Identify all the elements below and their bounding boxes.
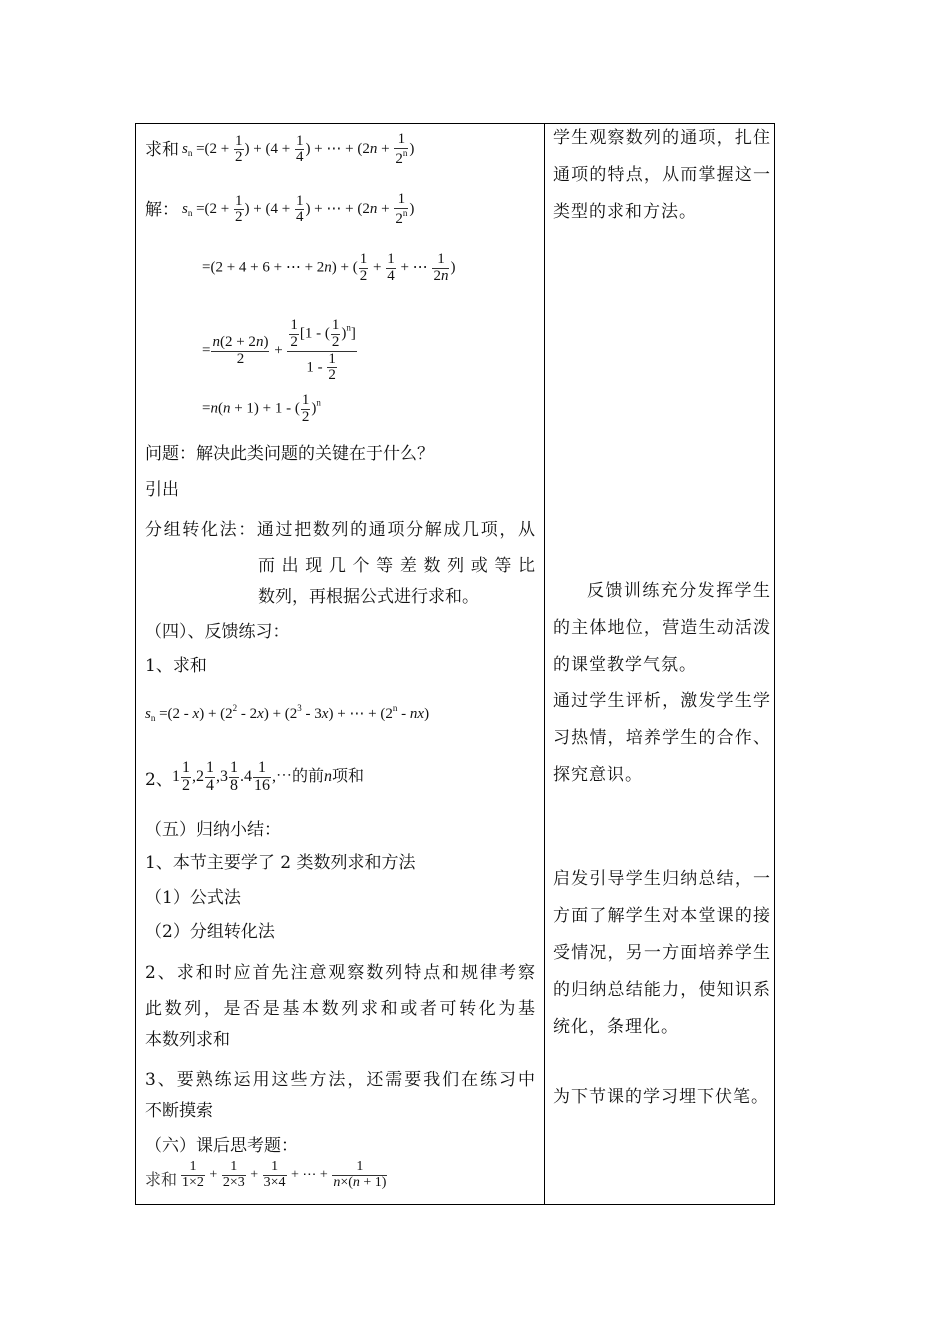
solution-label: 解： [145,200,179,220]
exercise-2-end: 项和 [332,767,365,785]
note-observe-terms: 学生观察数列的通项，扎住通项的特点，从而掌握这一类型的求和方法。 [553,128,771,222]
formula-solution-step2: =(2 + 4 + 6 + ⋯ + 2n) + ( $\frac{1}{2}$ + $\frac{1}{4}$ + ⋯ $\frac{1}{2n}$ ) [202,251,456,284]
question-text: 问题：解决此类问题的关键在于什么？ [145,444,434,464]
summary-3-line-1: 3、要熟练运用这些方法，还需要我们在练习中 [145,1070,535,1090]
summary-2-line-1: 2、求和时应首先注意观察数列特点和规律考察 [145,963,535,983]
formula-sn-definition: $s_n =(2$ + $\frac{1}{2}$ ) + (4 + $\frac{1}{4}$ ) + ⋯ + (2n + $\frac{1}{2^n}$ ) [182,131,415,167]
sum-label: 求和 [145,140,179,160]
exercise-2-prefix: 2、 [145,770,173,790]
summary-1: 1、本节主要学了 2 类数列求和方法 [145,853,416,873]
method-line-3: 数列，再根据公式进行求和。 [258,587,479,607]
think-label: 求和 [145,1170,178,1189]
summary-1a: （1）公式法 [145,888,241,908]
lead-out-text: 引出 [145,480,179,500]
formula-exercise-1: $s_n =(2 - x) + (2^2 - 2x) + (2^3 - 3x)$ + ⋯ + $(2^n - nx)$ [145,703,430,723]
summary-3-line-2: 不断摸索 [145,1101,213,1121]
section-6-heading: （六）课后思考题： [145,1136,298,1156]
section-5-heading: （五）归纳小结： [145,820,281,840]
note-next-lesson: 为下节课的学习埋下伏笔。 [553,1087,769,1107]
summary-1b: （2）分组转化法 [145,922,275,942]
column-divider [544,123,545,1205]
note-summary-guidance: 启发引导学生归纳总结，一方面了解学生对本堂课的接受情况，另一方面培养学生的归纳总结能力，使知识系统化，条理化。 [553,869,771,1037]
note-feedback-training: 反馈训练充分发挥学生的主体地位，营造生动活泼的课堂教学气氛。 [553,581,771,675]
formula-think-question: $\frac{1}{1\times 2}$ + $\frac{1}{2\times 3}$ + $\frac{1}{3\times 4}$ + ⋯ + $\frac{1}{n\times(n + 1)}$ [182,1159,387,1190]
method-line-1: 分组转化法：通过把数列的通项分解成几项，从 [145,520,535,540]
section-4-heading: （四）、反馈练习： [145,622,290,642]
formula-solution-step1: $s_n =(2$ + $\frac{1}{2}$ ) + (4 + $\frac{1}{4}$ ) + ⋯ + (2n + $\frac{1}{2^n}$ ) [182,191,415,227]
note-student-evaluation: 通过学生评析，激发学生学习热情，培养学生的合作、探究意识。 [553,691,771,785]
formula-solution-result: =n(n + 1) + 1 - ( $\frac{1}{2}$ )$^n$ [202,392,321,425]
method-line-2: 而出现几个等差数列或等比 [258,556,535,576]
exercise-1-label: 1、求和 [145,656,207,676]
summary-2-line-3: 本数列求和 [145,1030,230,1050]
formula-exercise-2: 1 $\frac{1}{2}$ ,2 $\frac{1}{4}$ ,3 $\frac{1}{8}$ .4 $\frac{1}{16}$ ,⋯的前n项和 [172,759,365,794]
exercise-2-suffix: 的前 [292,767,325,785]
formula-solution-step3: = $\frac{n(2 + 2n)}{2}$ + $\frac{1}{2}$ [1 - ( $\frac{1}{2}$ )$^n$] 1 - $\frac{1}{2}$ [202,317,356,384]
summary-2-line-2: 此数列，是否是基本数列求和或者可转化为基 [145,999,535,1019]
exercise-2-n: n [324,767,333,785]
